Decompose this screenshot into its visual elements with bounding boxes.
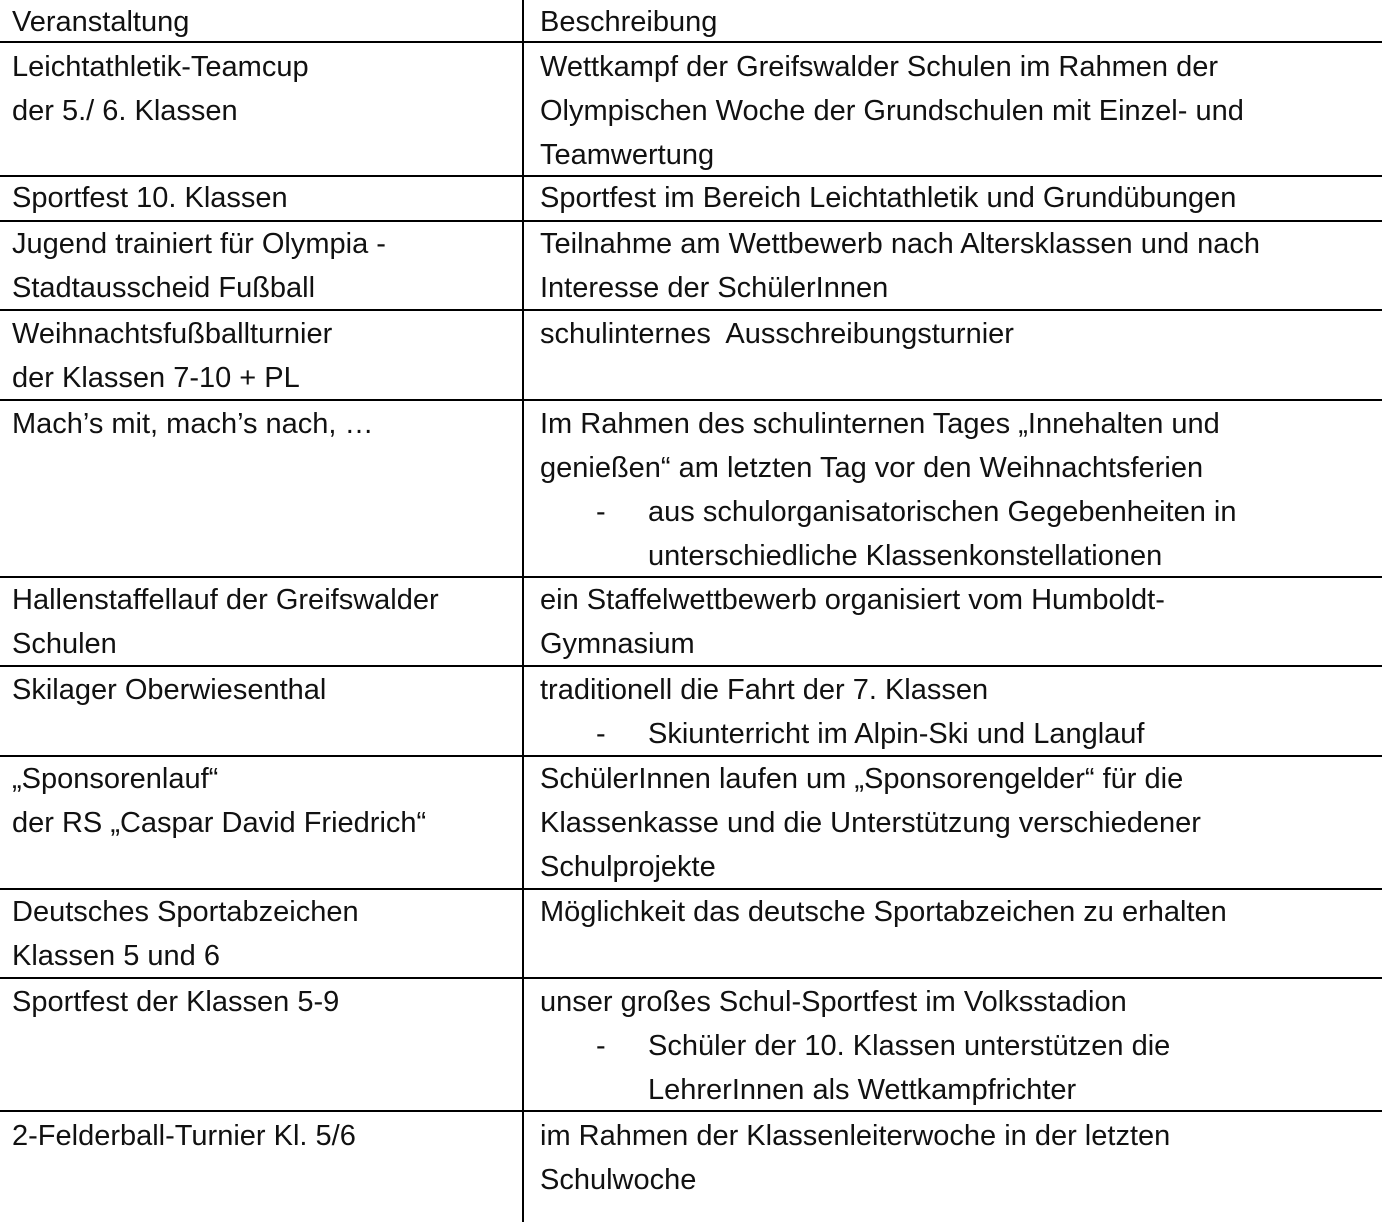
event-text: Skilager Oberwiesenthal xyxy=(12,674,327,706)
description-cell xyxy=(540,222,1376,310)
description-cell xyxy=(540,757,1376,889)
bullet-text: LehrerInnen als Wettkampfrichter xyxy=(648,1074,1077,1106)
event-text: Sportfest 10. Klassen xyxy=(12,182,288,214)
description-text: Schulwoche xyxy=(540,1164,697,1196)
header-cell-description xyxy=(540,0,1376,44)
bullet-dash: - xyxy=(596,496,606,528)
event-cell xyxy=(12,757,512,845)
event-text: der 5./ 6. Klassen xyxy=(12,95,238,127)
bullet-text: Schüler der 10. Klassen unterstützen die xyxy=(648,1030,1171,1062)
event-text: Mach’s mit, mach’s nach, … xyxy=(12,408,374,440)
event-cell xyxy=(12,578,512,666)
description-cell xyxy=(540,1114,1376,1202)
description-text: SchülerInnen laufen um „Sponsorengelder“ für die xyxy=(540,763,1184,795)
event-cell xyxy=(12,1114,512,1158)
bullet-item xyxy=(540,712,1376,756)
description-text: genießen“ am letzten Tag vor den Weihnachtsferien xyxy=(540,452,1204,484)
event-text: Leichtathletik-Teamcup xyxy=(12,51,309,83)
event-text: 2-Felderball-Turnier Kl. 5/6 xyxy=(12,1120,356,1152)
header-label-description: Beschreibung xyxy=(540,6,718,38)
description-text: Möglichkeit das deutsche Sportabzeichen zu erhalten xyxy=(540,896,1227,928)
description-cell xyxy=(540,578,1376,666)
event-cell xyxy=(12,402,512,446)
description-text: Teilnahme am Wettbewerb nach Altersklassen und nach xyxy=(540,228,1261,260)
description-text: Interesse der SchülerInnen xyxy=(540,272,889,304)
event-text: Schulen xyxy=(12,628,117,660)
event-text: „Sponsorenlauf“ xyxy=(12,763,219,795)
description-cell xyxy=(540,312,1376,356)
description-text: Wettkampf der Greifswalder Schulen im Rahmen der xyxy=(540,51,1219,83)
description-text: unser großes Schul-Sportfest im Volksstadion xyxy=(540,986,1127,1018)
column-divider xyxy=(522,0,524,1222)
description-cell xyxy=(540,980,1376,1112)
event-text: Weihnachtsfußballturnier xyxy=(12,318,333,350)
event-cell xyxy=(12,45,512,133)
description-cell xyxy=(540,890,1376,934)
description-cell xyxy=(540,402,1376,578)
bullet-item xyxy=(540,490,1376,534)
bullet-item xyxy=(540,1024,1376,1068)
description-text: Sportfest im Bereich Leichtathletik und Grundübungen xyxy=(540,182,1237,214)
bullet-continuation xyxy=(540,1068,1376,1112)
event-cell xyxy=(12,980,512,1024)
bullet-continuation xyxy=(540,534,1376,578)
event-text: der RS „Caspar David Friedrich“ xyxy=(12,807,427,839)
event-text: Deutsches Sportabzeichen xyxy=(12,896,359,928)
event-cell xyxy=(12,668,512,712)
event-cell xyxy=(12,890,512,978)
bullet-text: unterschiedliche Klassenkonstellationen xyxy=(648,540,1163,572)
bullet-text: Skiunterricht im Alpin-Ski und Langlauf xyxy=(648,718,1145,750)
description-text: ein Staffelwettbewerb organisiert vom Humboldt- xyxy=(540,584,1165,616)
description-text: Gymnasium xyxy=(540,628,695,660)
event-text: Hallenstaffellauf der Greifswalder xyxy=(12,584,439,616)
bullet-text: aus schulorganisatorischen Gegebenheiten in xyxy=(648,496,1237,528)
event-cell xyxy=(12,312,512,400)
bullet-dash: - xyxy=(596,718,606,750)
description-text: Teamwertung xyxy=(540,139,715,171)
event-cell xyxy=(12,222,512,310)
description-text: schulinternes Ausschreibungsturnier xyxy=(540,318,1014,350)
header-label-event: Veranstaltung xyxy=(12,6,190,38)
event-cell xyxy=(12,176,512,220)
event-text: der Klassen 7-10 + PL xyxy=(12,362,300,394)
header-cell-event xyxy=(12,0,512,44)
event-text: Sportfest der Klassen 5-9 xyxy=(12,986,340,1018)
event-text: Stadtausscheid Fußball xyxy=(12,272,316,304)
description-text: Olympischen Woche der Grundschulen mit Einzel- und xyxy=(540,95,1244,127)
event-text: Jugend trainiert für Olympia - xyxy=(12,228,386,260)
bullet-dash: - xyxy=(596,1030,606,1062)
event-text: Klassen 5 und 6 xyxy=(12,940,220,972)
description-cell xyxy=(540,45,1376,177)
description-text: Schulprojekte xyxy=(540,851,716,883)
description-text: Im Rahmen des schulinternen Tages „Innehalten und xyxy=(540,408,1220,440)
description-cell xyxy=(540,176,1376,220)
description-text: traditionell die Fahrt der 7. Klassen xyxy=(540,674,989,706)
description-text: Klassenkasse und die Unterstützung verschiedener xyxy=(540,807,1201,839)
description-text: im Rahmen der Klassenleiterwoche in der letzten xyxy=(540,1120,1171,1152)
description-cell xyxy=(540,668,1376,756)
